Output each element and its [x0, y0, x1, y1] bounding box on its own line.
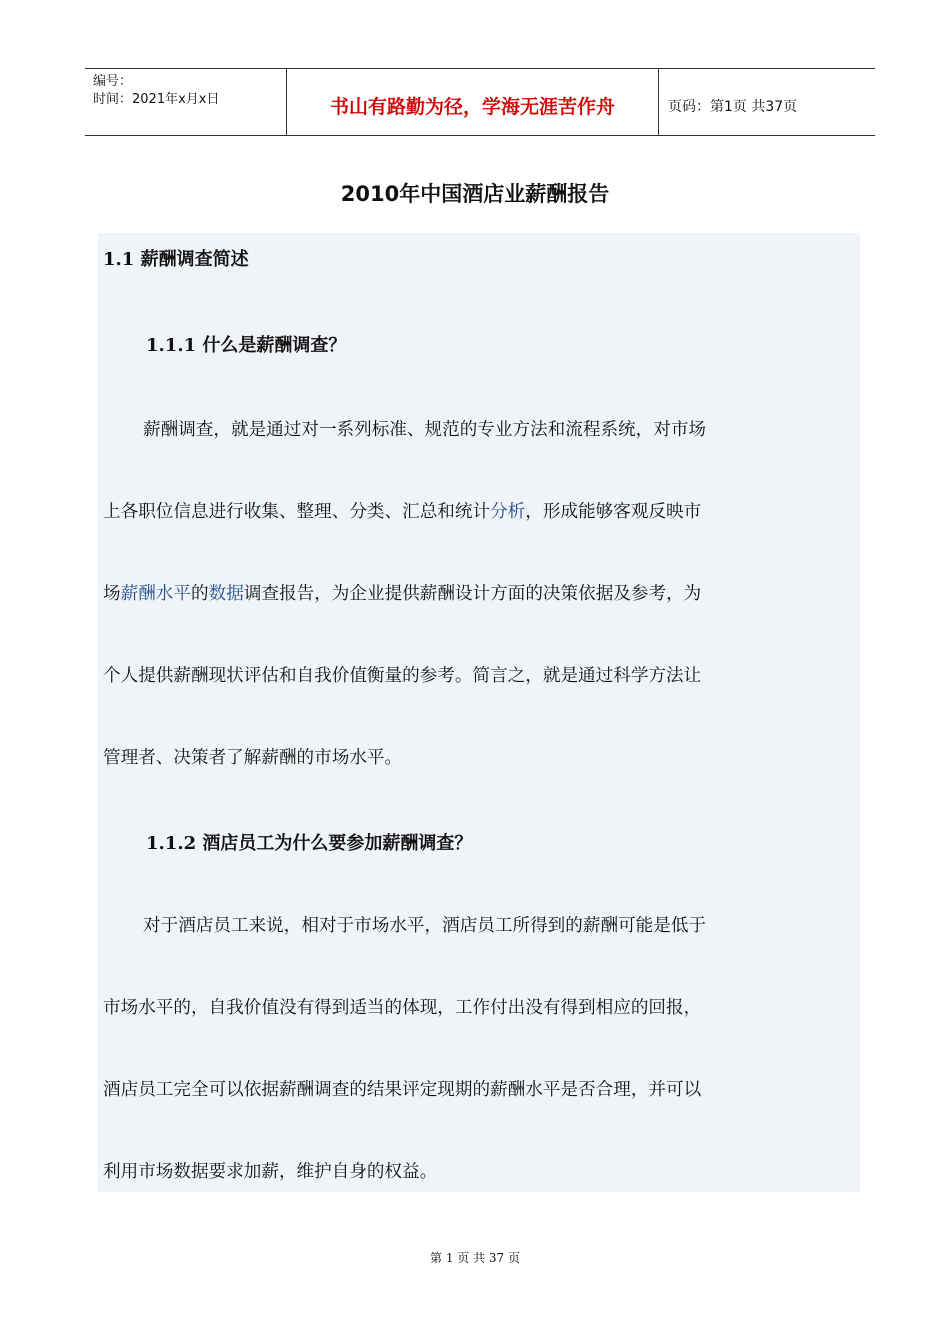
text-run: 场: [103, 584, 121, 604]
paragraph-1: [103, 389, 857, 799]
header-page-info: 页码：第1页 共37页: [668, 99, 798, 115]
header-motto: 书山有路勤为径，学海无涯苦作舟: [286, 69, 659, 135]
paragraph-line: [103, 553, 857, 635]
paragraph-line: 对于酒店员工来说，相对于市场水平，酒店员工所得到的薪酬可能是低于: [143, 916, 707, 936]
page-footer: 第 1 页 共 37 页: [430, 1251, 520, 1265]
number-label: 编号：: [93, 74, 133, 89]
text-run: 上各职位信息进行收集、整理、分类、汇总和统计: [103, 502, 491, 522]
paragraph-line: 市场水平的，自我价值没有得到适当的体现，工作付出没有得到相应的回报，: [103, 998, 702, 1018]
analysis-link[interactable]: 分析: [490, 502, 526, 522]
paragraph-line: [103, 471, 857, 553]
salary-level-link[interactable]: 薪酬水平: [120, 584, 191, 604]
paragraph-line: 酒店员工完全可以依据薪酬调查的结果评定现期的薪酬水平是否合理，并可以: [103, 1080, 702, 1100]
page-header: [85, 68, 875, 136]
paragraph-line: 利用市场数据要求加薪，维护自身的权益。: [103, 1162, 438, 1182]
header-meta: [93, 73, 283, 109]
subsection-heading-1: 1.1.1 什么是薪酬调查？: [146, 335, 347, 356]
section-heading: 1.1 薪酬调查简述: [103, 249, 249, 270]
paragraph-line: 薪酬调查，就是通过对一系列标准、规范的专业方法和流程系统，对市场: [143, 420, 707, 440]
time-label: 时间：2021年x月x日: [93, 92, 220, 107]
data-link[interactable]: 数据: [208, 584, 244, 604]
text-run: 调查报告，为企业提供薪酬设计方面的决策依据及参考，为: [243, 584, 702, 604]
text-run: 的: [191, 584, 209, 604]
text-run: ，形成能够客观反映市: [525, 502, 702, 522]
paragraph-line: 个人提供薪酬现状评估和自我价值衡量的参考。简言之，就是通过科学方法让: [103, 666, 702, 686]
paragraph-2: [103, 885, 857, 1213]
subsection-heading-2: 1.1.2 酒店员工为什么要参加薪酬调查？: [146, 833, 473, 854]
content-area: [98, 233, 860, 1192]
paragraph-line: 管理者、决策者了解薪酬的市场水平。: [103, 748, 403, 768]
document-title: 2010年中国酒店业薪酬报告: [340, 182, 610, 206]
